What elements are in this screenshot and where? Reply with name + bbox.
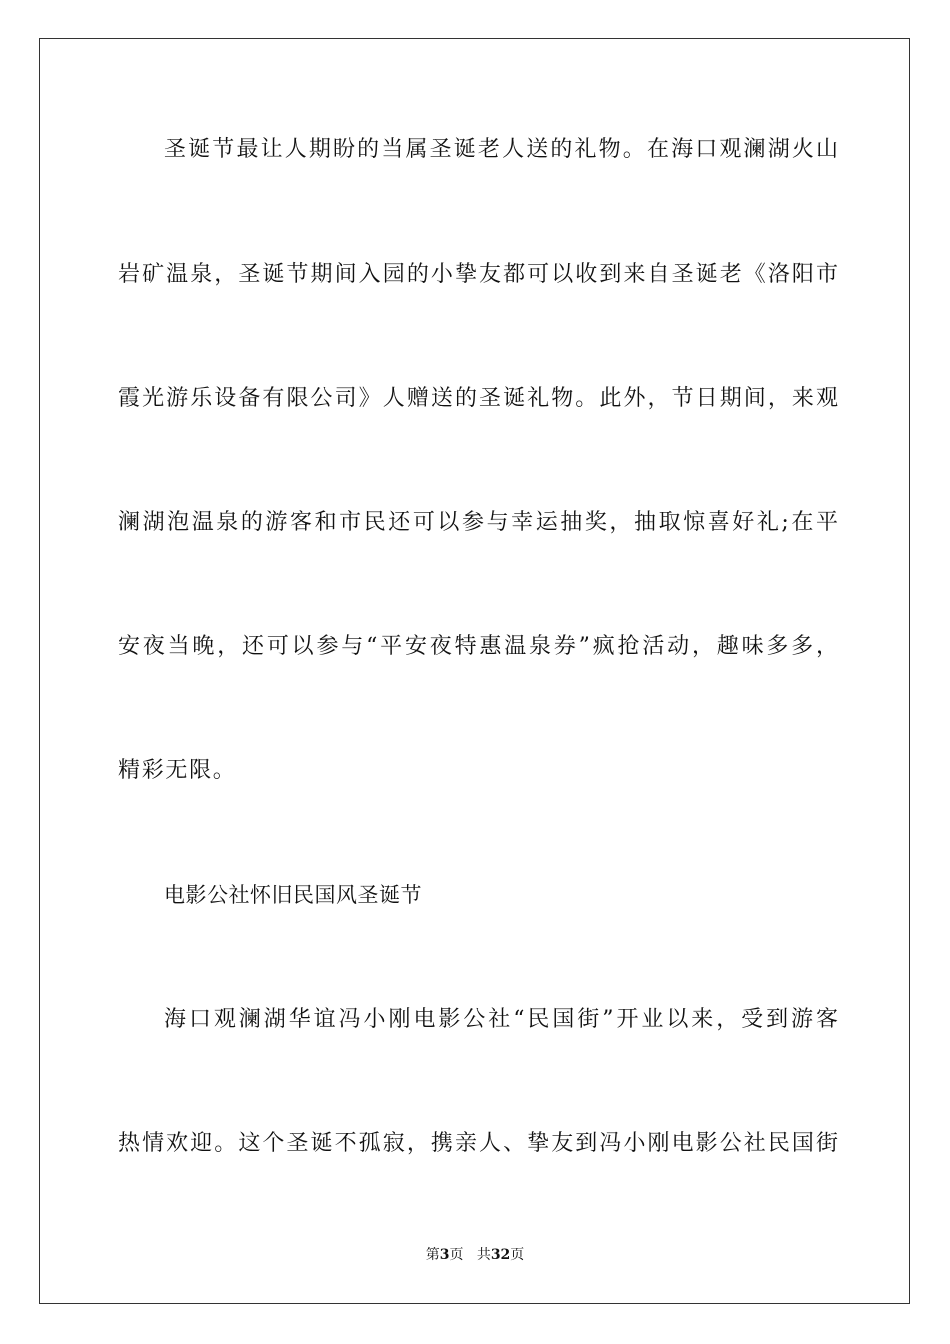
paragraph-line: 澜湖泡温泉的游客和市民还可以参与幸运抽奖，抽取惊喜好礼;在平 (118, 510, 838, 535)
paragraph-line: 圣诞节最让人期盼的当属圣诞老人送的礼物。在海口观澜湖火山 (164, 137, 838, 162)
paragraph-line: 热情欢迎。这个圣诞不孤寂，携亲人、挚友到冯小刚电影公社民国街 (118, 1131, 838, 1156)
paragraph-line: 海口观澜湖华谊冯小刚电影公社“民国街”开业以来，受到游客 (164, 1007, 838, 1032)
total-label-prefix: 共 (476, 1247, 491, 1263)
page-label-suffix: 页 (449, 1247, 464, 1263)
section-heading: 电影公社怀旧民国风圣诞节 (164, 883, 422, 907)
paragraph-line: 霞光游乐设备有限公司》人赠送的圣诞礼物。此外，节日期间，来观 (118, 386, 838, 411)
page-number: 3 (439, 1247, 450, 1263)
page-label-prefix: 第 (425, 1247, 440, 1263)
total-label-suffix: 页 (510, 1247, 525, 1263)
total-pages: 32 (490, 1247, 511, 1263)
paragraph-line: 精彩无限。 (118, 758, 237, 783)
paragraph-line: 岩矿温泉，圣诞节期间入园的小挚友都可以收到来自圣诞老《洛阳市 (118, 262, 838, 287)
page-border (39, 38, 910, 1304)
page-footer (0, 1245, 950, 1265)
paragraph-line: 安夜当晚，还可以参与“平安夜特惠温泉券”疯抢活动，趣味多多， (118, 634, 838, 659)
